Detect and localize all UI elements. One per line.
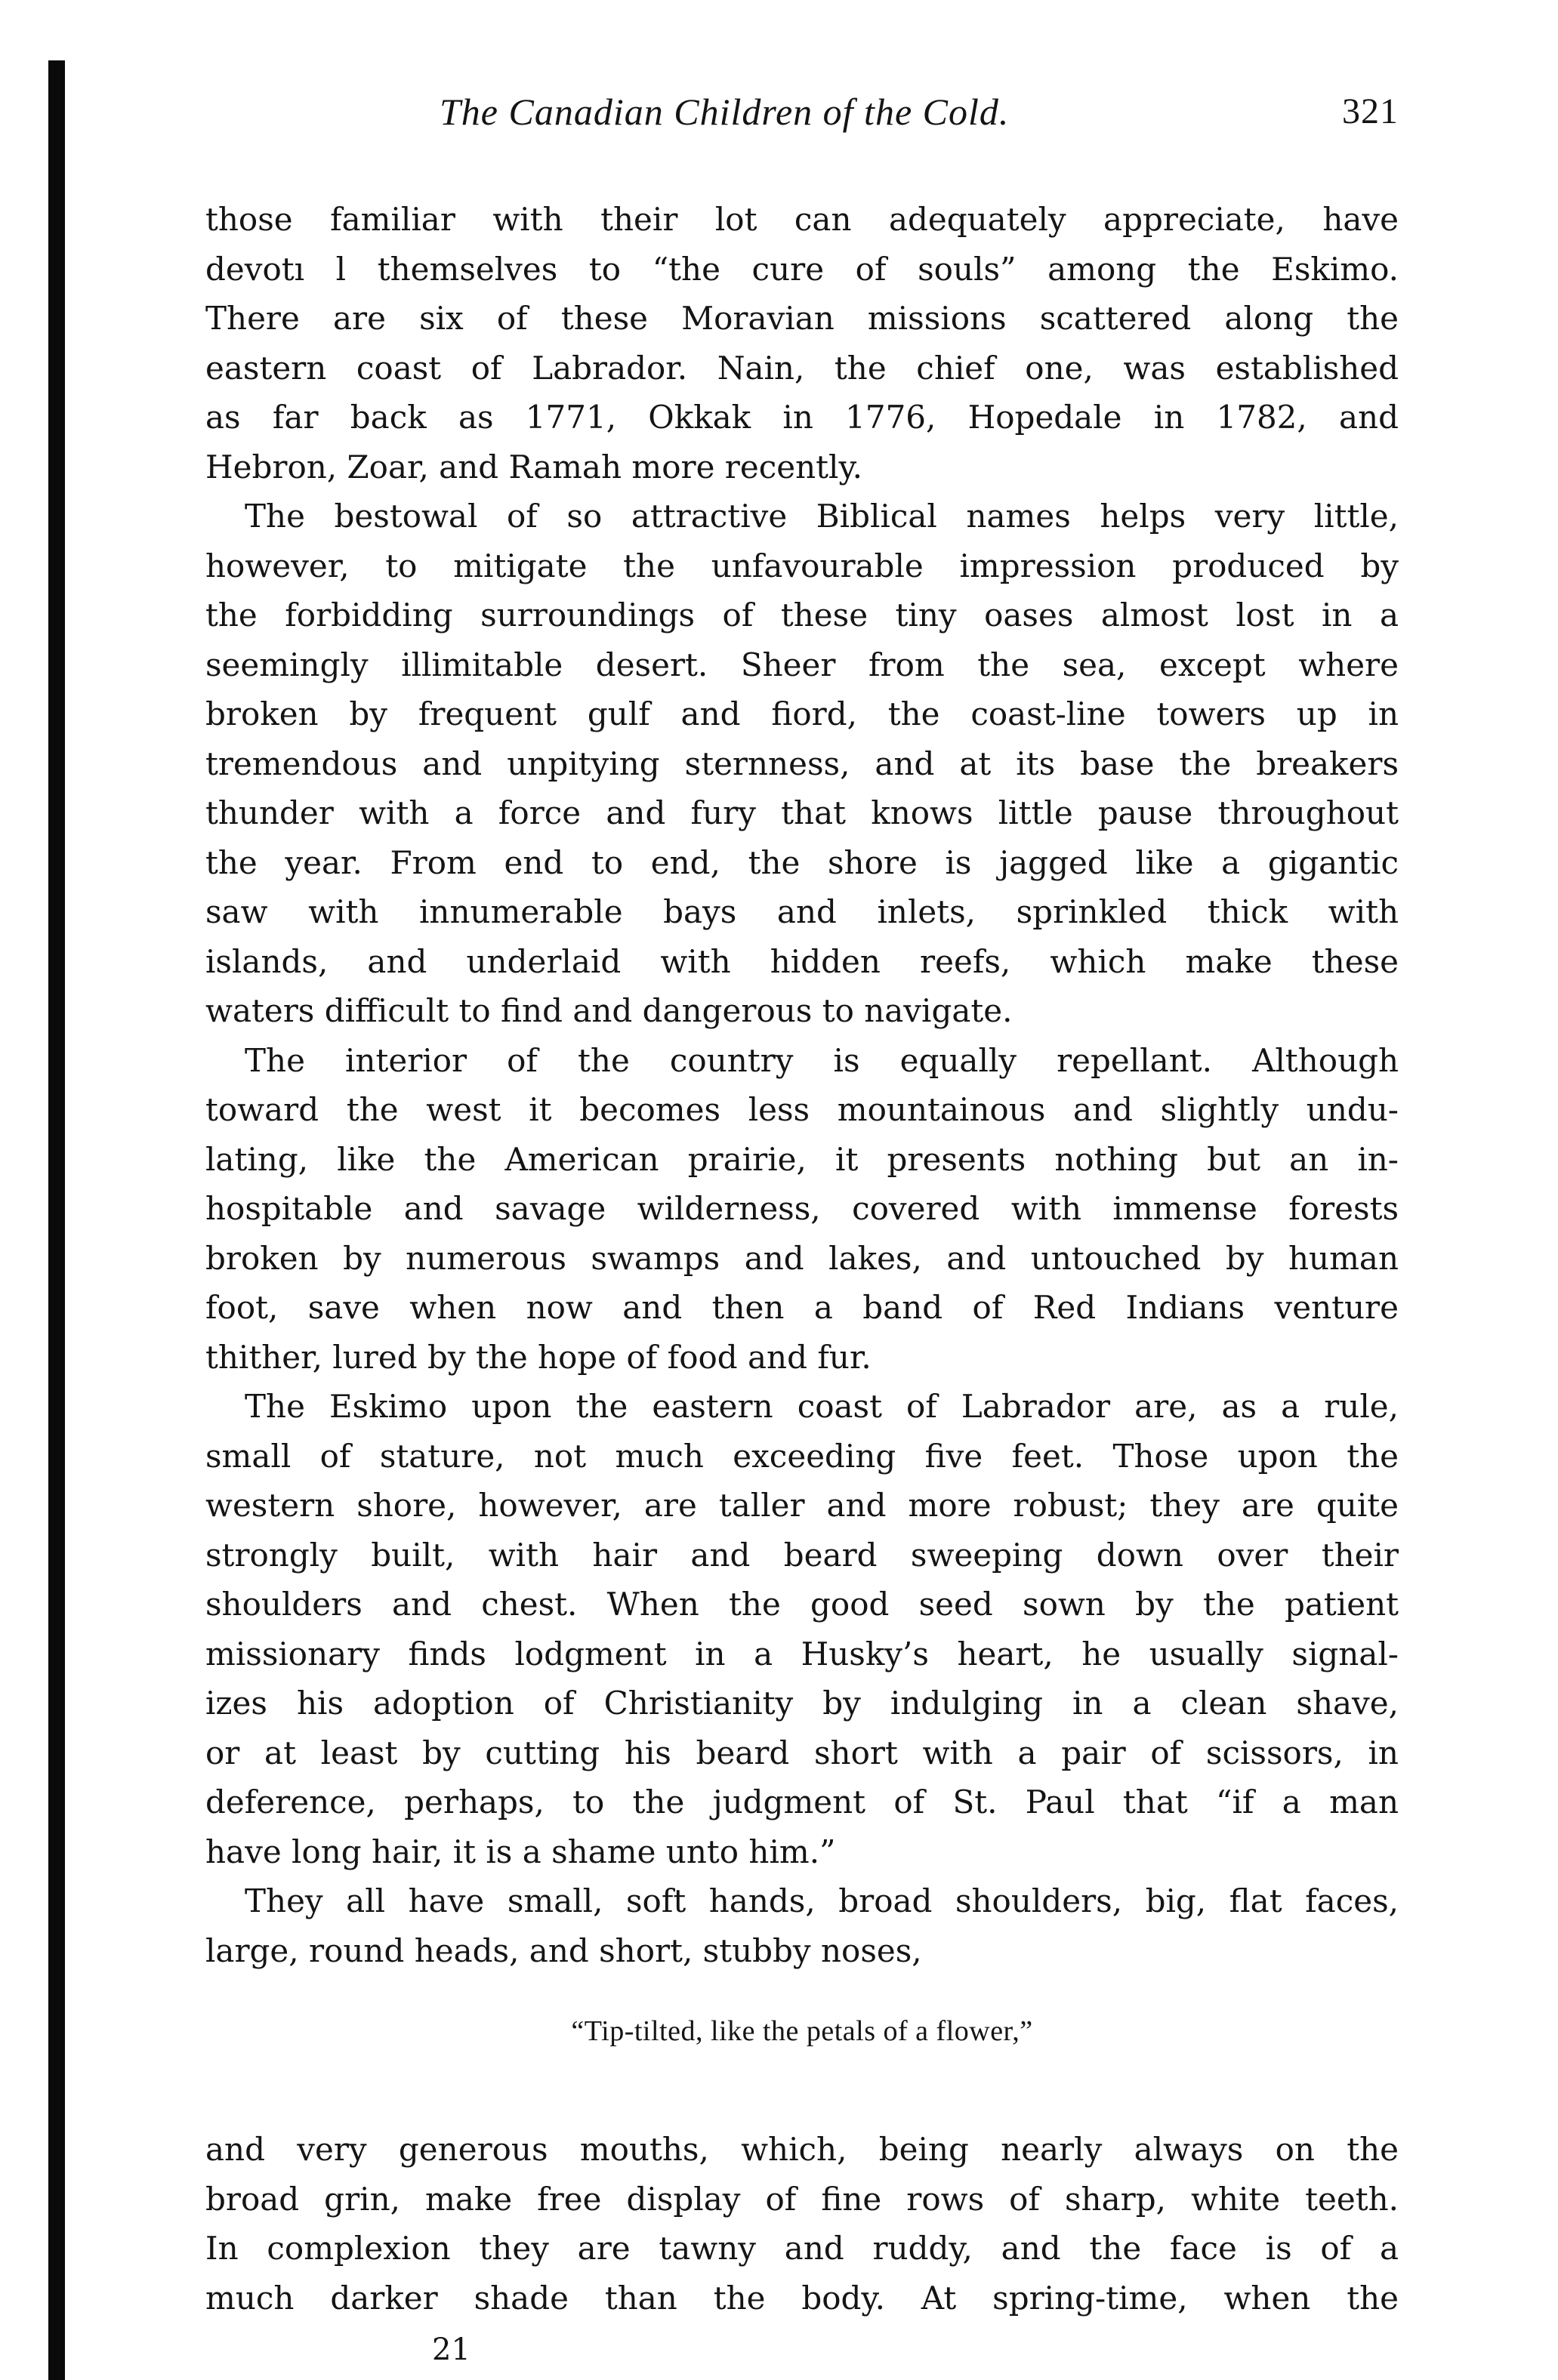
text-line: those familiar with their lot can adequately appreciate, have: [205, 201, 1399, 238]
text-line: missionary finds lodgment in a Husky’s heart, he usually signal-: [205, 1635, 1399, 1672]
paragraph-1: [205, 195, 1399, 492]
text-line: deference, perhaps, to the judgment of St. Paul that “if a man: [205, 1783, 1399, 1820]
text-line: thunder with a force and fury that knows little pause throughout: [205, 794, 1399, 831]
verse-quote-block: [205, 1975, 1399, 2125]
paragraph-4: [205, 1382, 1399, 1876]
text-line: the forbidding surroundings of these tiny oases almost lost in a: [205, 597, 1399, 634]
text-line: as far back as 1771, Okkak in 1776, Hopedale in 1782, and: [205, 399, 1399, 436]
text-line: Hebron, Zoar, and Ramah more recently.: [205, 448, 862, 486]
text-line: hospitable and savage wilderness, covered with immense forests: [205, 1190, 1399, 1227]
text-line: western shore, however, are taller and more robust; they are quite: [205, 1487, 1399, 1524]
paragraph-3: [205, 1036, 1399, 1383]
text-line: waters difficult to find and dangerous to navigate.: [205, 992, 1013, 1029]
running-title: The Canadian Children of the Cold.: [440, 91, 1010, 133]
text-line: broad grin, make free display of fine rows of sharp, white teeth.: [205, 2180, 1399, 2218]
paragraph-2: [205, 492, 1399, 1036]
text-line: saw with innumerable bays and inlets, sprinkled thick with: [205, 893, 1399, 930]
text-line: the year. From end to end, the shore is jagged like a gigantic: [205, 843, 1399, 881]
text-line: islands, and underlaid with hidden reefs, which make these: [205, 942, 1399, 980]
text-line: The interior of the country is equally repellant. Although: [245, 1041, 1399, 1079]
text-line: The Eskimo upon the eastern coast of Labrador are, as a rule,: [245, 1388, 1399, 1425]
paragraph-6: [205, 2125, 1399, 2323]
text-line: In complexion they are tawny and ruddy, and the face is of a: [205, 2230, 1399, 2267]
text-line: small of stature, not much exceeding five feet. Those upon the: [205, 1437, 1399, 1475]
text-line: foot, save when now and then a band of Red Indians venture: [205, 1289, 1399, 1326]
verse-quote: “Tip-tilted, like the petals of a flower,”: [571, 2015, 1033, 2047]
text-line: much darker shade than the body. At spring-time, when the: [205, 2279, 1399, 2317]
page-number: 321: [1342, 91, 1399, 131]
text-line: tremendous and unpitying sternness, and at its base the breakers: [205, 745, 1399, 782]
book-page: [205, 89, 1399, 2372]
text-line: broken by frequent gulf and fiord, the coast-line towers up in: [205, 695, 1399, 732]
text-line: or at least by cutting his beard short with a pair of scissors, in: [205, 1734, 1399, 1771]
text-line: however, to mitigate the unfavourable impression produced by: [205, 547, 1399, 584]
running-head: [205, 89, 1399, 157]
text-line: shoulders and chest. When the good seed sown by the patient: [205, 1586, 1399, 1623]
text-line: eastern coast of Labrador. Nain, the chief one, was established: [205, 349, 1399, 387]
text-line: and very generous mouths, which, being nearly always on the: [205, 2131, 1399, 2168]
text-line: thither, lured by the hope of food and fur.: [205, 1338, 872, 1376]
signature-mark: 21: [432, 2332, 470, 2367]
binding-edge: [48, 60, 65, 2380]
text-line: The bestowal of so attractive Biblical names helps very little,: [245, 498, 1399, 535]
text-line: strongly built, with hair and beard sweeping down over their: [205, 1536, 1399, 1574]
text-line: have long hair, it is a shame unto him.”: [205, 1833, 836, 1870]
text-line: lating, like the American prairie, it presents nothing but an in-: [205, 1140, 1399, 1178]
text-line: They all have small, soft hands, broad shoulders, big, flat faces,: [245, 1882, 1399, 1919]
text-line: There are six of these Moravian missions scattered along the: [205, 300, 1399, 337]
body-text: [205, 195, 1399, 2323]
paragraph-5: [205, 1876, 1399, 1975]
text-line: devotı l themselves to “the cure of souls” among the Eskimo.: [205, 250, 1399, 288]
text-line: izes his adoption of Christianity by indulging in a clean shave,: [205, 1685, 1399, 1722]
text-line: toward the west it becomes less mountainous and slightly undu-: [205, 1091, 1399, 1128]
text-line: seemingly illimitable desert. Sheer from the sea, except where: [205, 646, 1399, 683]
text-line: large, round heads, and short, stubby noses,: [205, 1931, 922, 1969]
text-line: broken by numerous swamps and lakes, and untouched by human: [205, 1239, 1399, 1277]
